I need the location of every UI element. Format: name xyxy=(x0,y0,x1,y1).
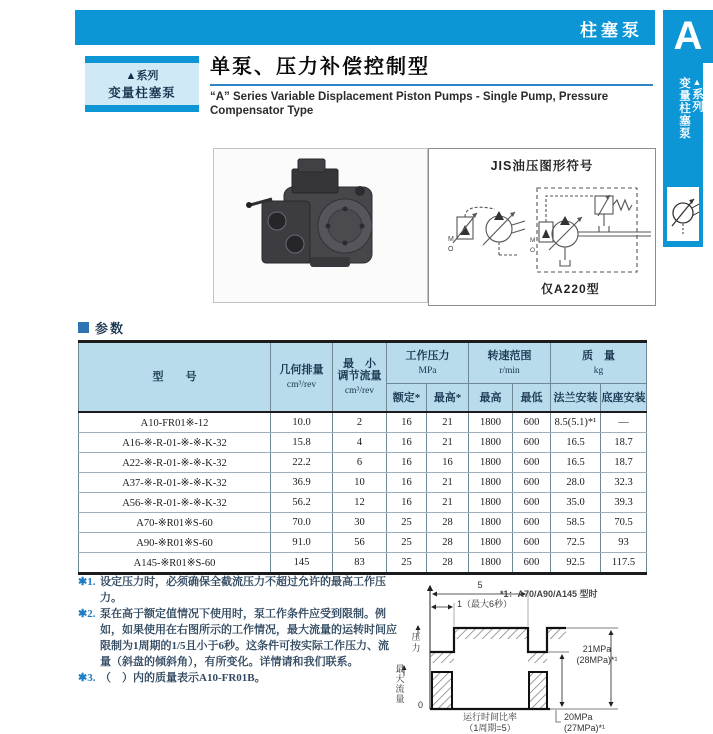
cell-speed-max: 1800 xyxy=(469,533,513,553)
side-tab-series-name: 变量柱塞泵 xyxy=(678,77,690,140)
cell-speed-min: 600 xyxy=(513,493,551,513)
col-group-speed-unit: r/min xyxy=(499,365,520,376)
cell-max-pressure: 21 xyxy=(427,493,469,513)
footnote-marker: ✱3. xyxy=(78,672,96,684)
x-axis-label xyxy=(444,712,536,733)
dim-cycle-label: 5 xyxy=(477,580,483,590)
series-badge xyxy=(85,56,199,112)
table-row xyxy=(79,412,647,433)
table-row xyxy=(79,533,647,553)
cell-flange-mass: 16.5 xyxy=(551,433,601,453)
cell-speed-max: 1800 xyxy=(469,553,513,574)
cell-speed-max: 1800 xyxy=(469,493,513,513)
pressure-low-value: 20MPa xyxy=(564,712,593,722)
cell-displacement: 91.0 xyxy=(271,533,333,553)
side-tab-series-column xyxy=(663,63,703,247)
cell-min-flow: 30 xyxy=(333,513,387,533)
footnote-text: （ ）内的质量表示A10-FR01B。 xyxy=(100,672,266,684)
brand-logo-icon: ▲ xyxy=(692,77,702,88)
cell-speed-max: 1800 xyxy=(469,412,513,433)
side-tab-pump-symbol-icon xyxy=(667,187,699,241)
cell-displacement: 15.8 xyxy=(271,433,333,453)
dim-run-label: 1（最大6秒） xyxy=(457,599,513,609)
col-header-flange-mount: 法兰安装 xyxy=(551,384,601,413)
cell-speed-min: 600 xyxy=(513,433,551,453)
col-group-pressure-unit: MPa xyxy=(418,365,437,376)
cell-speed-min: 600 xyxy=(513,553,551,574)
jis-port-m-label: M xyxy=(448,236,454,243)
col-group-pressure-label: 工作压力 xyxy=(405,349,450,362)
cell-rated: 16 xyxy=(387,453,427,473)
cell-speed-max: 1800 xyxy=(469,513,513,533)
cell-model: A70-※R01※S-60 xyxy=(79,513,271,533)
cell-max-pressure: 21 xyxy=(427,473,469,493)
jis-port-m-label: M xyxy=(530,237,536,244)
cell-model: A10-FR01※-12 xyxy=(79,412,271,433)
cell-displacement: 56.2 xyxy=(271,493,333,513)
cell-speed-min: 600 xyxy=(513,412,551,433)
col-group-mass xyxy=(551,342,647,384)
page-subtitle: “A” Series Variable Displacement Piston Pumps - Single Pump, Pressure Compensator Type xyxy=(210,91,609,117)
footnote-text: 泵在高于额定值情况下使用时，泵工作条件应受到限制。例如，如果使用在右图所示的工作情况，最大流量的运转时间应限制为1周期的1/5且小于6秒。这条件可按实际工作压力、流量（斜盘的倾斜角），有所变化。详情请和我们联系。 xyxy=(100,608,397,668)
jis-port-o-label: O xyxy=(530,247,536,254)
col-group-mass-unit: kg xyxy=(593,365,604,376)
section-title: 参数 xyxy=(95,321,126,336)
cell-speed-max: 1800 xyxy=(469,473,513,493)
zero-label: 0 xyxy=(418,700,424,710)
cell-max-pressure: 28 xyxy=(427,533,469,553)
col-header-max-pressure: 最高* xyxy=(427,384,469,413)
cell-displacement: 70.0 xyxy=(271,513,333,533)
cell-speed-min: 600 xyxy=(513,473,551,493)
cell-min-flow: 6 xyxy=(333,453,387,473)
cell-displacement: 36.9 xyxy=(271,473,333,493)
cell-max-pressure: 21 xyxy=(427,412,469,433)
parameters-section-header xyxy=(78,318,125,337)
cell-min-flow: 4 xyxy=(333,433,387,453)
table-row xyxy=(79,433,647,453)
badge-series-name: 变量柱塞泵 xyxy=(108,86,176,100)
jis-figure-title: JIS油压图形符号 xyxy=(490,159,594,173)
side-tab-series-label: 系列 xyxy=(691,88,703,113)
y-axis-flow-label: 最大流量 xyxy=(394,664,405,704)
col-header-base-mount: 底座安装 xyxy=(601,384,647,413)
cell-rated: 16 xyxy=(387,493,427,513)
banner-category-label: 柱塞泵 xyxy=(580,21,643,40)
footnote-marker: ✱1. xyxy=(78,576,96,588)
cell-flange-mass: 16.5 xyxy=(551,453,601,473)
cell-base-mass: 18.7 xyxy=(601,433,647,453)
cell-max-pressure: 16 xyxy=(427,453,469,473)
cell-rated: 25 xyxy=(387,513,427,533)
footnote-marker: ✱2. xyxy=(78,608,96,620)
cell-base-mass: 70.5 xyxy=(601,513,647,533)
side-tab-section-letter: A xyxy=(663,10,713,63)
col-header-displacement xyxy=(271,342,333,413)
cell-model: A37-※-R-01-※-※-K-32 xyxy=(79,473,271,493)
cell-speed-max: 1800 xyxy=(469,453,513,473)
col-header-min-flow-unit: cm³/rev xyxy=(344,385,375,396)
pressure-high-value: 21MPa xyxy=(582,644,612,654)
cell-min-flow: 83 xyxy=(333,553,387,574)
y-axis-pressure-label: 压力 xyxy=(410,632,421,654)
cell-speed-min: 600 xyxy=(513,513,551,533)
col-header-min-flow-label1: 最 小 xyxy=(343,357,376,370)
pump-photo xyxy=(213,148,428,303)
table-row xyxy=(79,473,647,493)
cell-model: A16-※-R-01-※-※-K-32 xyxy=(79,433,271,453)
brand-logo-icon: ▲ xyxy=(125,70,137,82)
col-header-rated: 额定* xyxy=(387,384,427,413)
cell-speed-max: 1800 xyxy=(469,433,513,453)
table-row xyxy=(79,513,647,533)
jis-port-o-label: O xyxy=(448,246,454,253)
cell-displacement: 145 xyxy=(271,553,333,574)
duty-cycle-plot xyxy=(392,576,713,734)
cell-flange-mass: 8.5(5.1)*¹ xyxy=(551,412,601,433)
col-header-speed-max: 最高 xyxy=(469,384,513,413)
table-row xyxy=(79,453,647,473)
cell-model: A56-※-R-01-※-※-K-32 xyxy=(79,493,271,513)
cell-speed-min: 600 xyxy=(513,533,551,553)
cell-base-mass: 18.7 xyxy=(601,453,647,473)
col-header-displacement-unit: cm³/rev xyxy=(286,379,317,390)
col-header-model: 型 号 xyxy=(79,342,271,413)
col-group-mass-label: 质 量 xyxy=(582,349,615,362)
cell-base-mass: — xyxy=(601,412,647,433)
pressure-low-label xyxy=(564,712,605,733)
cell-base-mass: 93 xyxy=(601,533,647,553)
pressure-high-label xyxy=(568,644,626,665)
col-group-speed xyxy=(469,342,551,384)
footnote-text: 设定压力时，必须确保全截流压力不超过允许的最高工作压力。 xyxy=(100,576,386,604)
cell-max-pressure: 21 xyxy=(427,433,469,453)
parameters-table xyxy=(78,340,647,575)
footnote xyxy=(78,574,398,606)
cell-displacement: 22.2 xyxy=(271,453,333,473)
cell-model: A22-※-R-01-※-※-K-32 xyxy=(79,453,271,473)
col-header-displacement-label: 几何排量 xyxy=(279,363,324,376)
cell-rated: 25 xyxy=(387,533,427,553)
cell-displacement: 10.0 xyxy=(271,412,333,433)
side-tab-series-text xyxy=(663,77,703,189)
cell-max-pressure: 28 xyxy=(427,553,469,574)
col-group-speed-label: 转速范围 xyxy=(487,349,532,362)
footnote xyxy=(78,670,398,686)
cell-base-mass: 32.3 xyxy=(601,473,647,493)
cell-flange-mass: 72.5 xyxy=(551,533,601,553)
cell-min-flow: 12 xyxy=(333,493,387,513)
col-header-min-flow-label2: 调节流量 xyxy=(337,369,382,382)
cell-min-flow: 10 xyxy=(333,473,387,493)
cell-rated: 16 xyxy=(387,473,427,493)
footnotes xyxy=(78,574,398,686)
cell-flange-mass: 92.5 xyxy=(551,553,601,574)
page-title: 单泵、压力补偿控制型 xyxy=(210,56,430,78)
table-row xyxy=(79,493,647,513)
table-row xyxy=(79,553,647,574)
cell-flange-mass: 28.0 xyxy=(551,473,601,493)
cell-min-flow: 2 xyxy=(333,412,387,433)
badge-series-label: 系列 xyxy=(136,70,159,82)
duty-cycle-diagram xyxy=(392,576,713,734)
cell-base-mass: 39.3 xyxy=(601,493,647,513)
footnote xyxy=(78,606,398,670)
chart-note: *1：A70/A90/A145 型时 xyxy=(500,589,598,599)
cell-rated: 25 xyxy=(387,553,427,574)
title-divider xyxy=(210,84,653,86)
cell-rated: 16 xyxy=(387,412,427,433)
cell-speed-min: 600 xyxy=(513,453,551,473)
cell-model: A90-※R01※S-60 xyxy=(79,533,271,553)
col-group-pressure xyxy=(387,342,469,384)
x-axis-label-line1: 运行时间比率 xyxy=(462,712,517,722)
cell-max-pressure: 28 xyxy=(427,513,469,533)
cell-flange-mass: 35.0 xyxy=(551,493,601,513)
jis-figure-caption: 仅A220型 xyxy=(541,282,600,296)
cell-model: A145-※R01※S-60 xyxy=(79,553,271,574)
col-header-min-flow xyxy=(333,342,387,413)
cell-base-mass: 117.5 xyxy=(601,553,647,574)
x-axis-label-line2: （1周期=5） xyxy=(464,722,516,733)
cell-rated: 16 xyxy=(387,433,427,453)
cell-flange-mass: 58.5 xyxy=(551,513,601,533)
section-bullet-icon xyxy=(78,322,89,333)
pressure-low-alt-value: (27MPa)*¹ xyxy=(564,722,606,733)
col-header-speed-min: 最低 xyxy=(513,384,551,413)
cell-min-flow: 56 xyxy=(333,533,387,553)
top-banner xyxy=(75,10,655,45)
pressure-high-alt-value: (28MPa)*¹ xyxy=(576,654,618,665)
jis-symbol-figure xyxy=(428,148,656,306)
